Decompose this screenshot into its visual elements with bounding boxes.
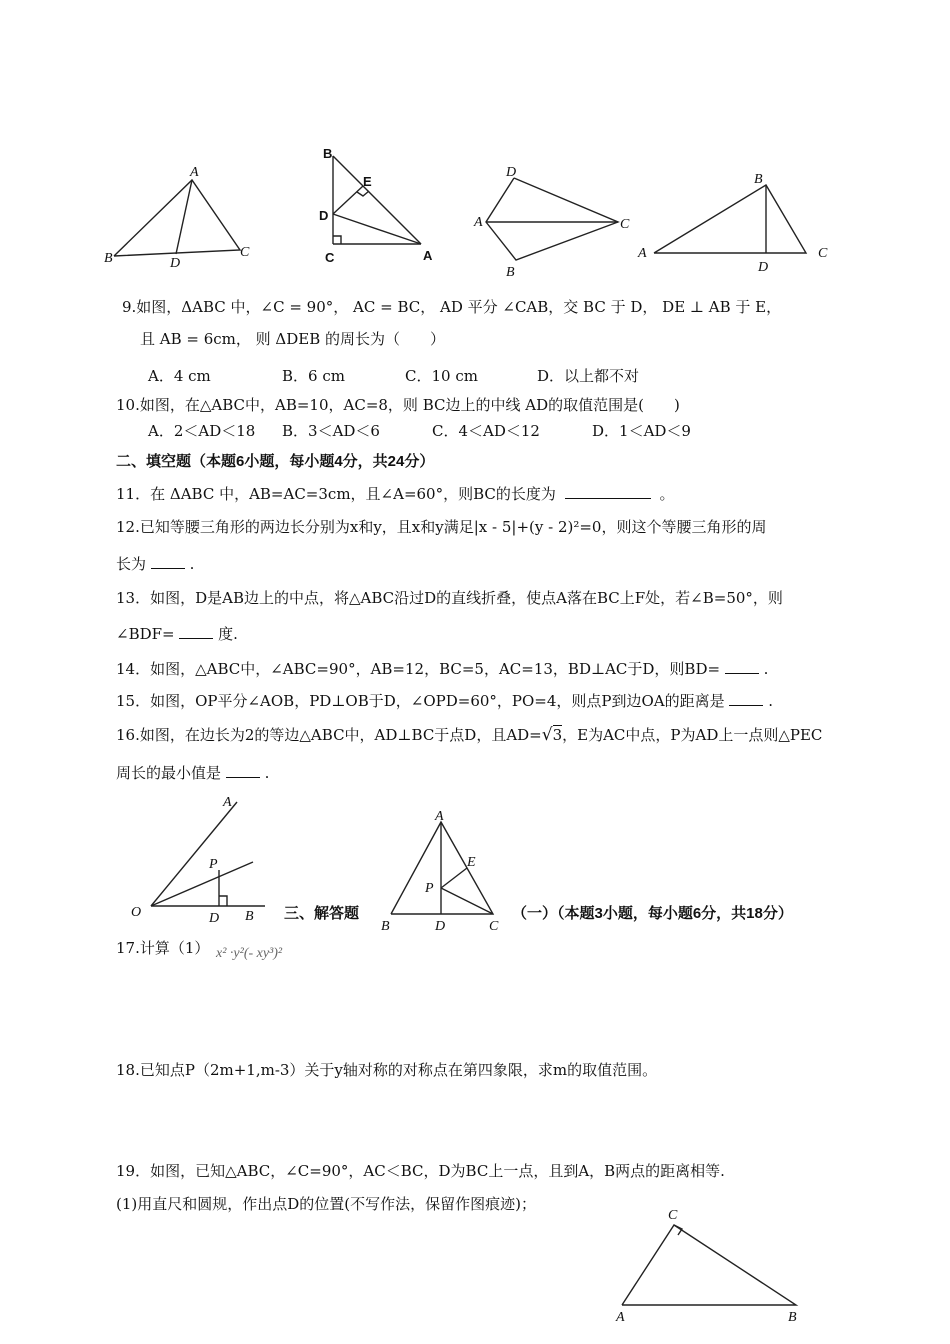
question-10-option-c: C．4＜AD＜12 xyxy=(432,422,540,440)
section-3-heading: 三、解答题 xyxy=(284,905,360,922)
label-d: D xyxy=(506,165,517,180)
answer-blank[interactable] xyxy=(151,554,185,569)
label-a: A xyxy=(474,215,483,230)
question-15-end: . xyxy=(768,692,773,710)
label-d: D xyxy=(209,911,220,926)
question-10-option-d: D．1＜AD＜9 xyxy=(592,422,691,440)
question-9-line-1: 9.如图，ΔABC 中，∠C = 90°， AC = BC， AD 平分 ∠CAB，交 BC 于 D， DE ⊥ AB 于 E， xyxy=(122,298,782,316)
answer-blank[interactable] xyxy=(179,624,213,639)
question-17-label: 17.计算（1） xyxy=(116,939,210,957)
question-12-text: 长为 xyxy=(116,555,147,573)
question-11-end: 。 xyxy=(659,485,675,503)
label-d: D xyxy=(435,919,446,933)
label-a: A xyxy=(435,809,444,824)
question-15 xyxy=(116,690,773,711)
question-9-line-2: 且 AB = 6cm， 则 ΔDEB 的周长为（ ） xyxy=(140,330,446,348)
label-p: P xyxy=(425,881,434,896)
question-9-option-d: D．以上都不对 xyxy=(537,367,640,385)
question-9-option-c: C．10 cm xyxy=(405,367,478,385)
question-19-line-2: (1)用直尺和圆规，作出点D的位置(不写作法，保留作图痕迹)； xyxy=(116,1195,536,1213)
answer-blank[interactable] xyxy=(226,763,260,778)
answer-blank[interactable] xyxy=(565,484,651,499)
question-9-option-a: A．4 cm xyxy=(148,367,211,385)
answer-blank[interactable] xyxy=(725,659,759,674)
question-10-option-b: B．3＜AD＜6 xyxy=(282,422,380,440)
figure-triangle-altitude-bd xyxy=(632,165,837,275)
figure-angle-bisector xyxy=(125,790,275,930)
label-b: B xyxy=(381,919,390,933)
question-12-end: . xyxy=(189,555,195,573)
label-e: E xyxy=(363,174,372,189)
question-16-text-cont: ，E为AC中点，P为AD上一点则△PEC xyxy=(562,726,823,744)
answer-blank[interactable] xyxy=(729,691,763,706)
label-a: A xyxy=(423,248,433,263)
question-16-end: . xyxy=(264,764,270,782)
figure-right-triangle-deb xyxy=(315,144,445,269)
label-a: A xyxy=(616,1310,625,1325)
label-c: C xyxy=(489,919,499,933)
label-a: A xyxy=(190,165,199,180)
question-16-text: 周长的最小值是 xyxy=(116,764,222,782)
section-3-subheading: （一）（本题3小题，每小题6分，共18分） xyxy=(512,905,793,922)
question-13-end: 度. xyxy=(218,625,238,643)
question-10-text: 10.如图，在△ABC中，AB=10，AC=8，则 BC边上的中线 AD的取值范围是( ) xyxy=(116,396,680,414)
question-11 xyxy=(116,483,674,504)
label-p: P xyxy=(209,857,218,872)
label-b: B xyxy=(754,172,763,187)
label-d: D xyxy=(170,256,181,270)
label-b: B xyxy=(323,146,333,161)
label-b: B xyxy=(788,1310,797,1325)
label-c: C xyxy=(240,245,250,260)
label-c: C xyxy=(325,250,335,265)
figure-kite-abcd xyxy=(470,160,640,280)
question-14-end: . xyxy=(763,660,769,678)
question-16-text: 16.如图，在边长为2的等边△ABC中，AD⊥BC于点D，且AD= xyxy=(116,726,542,744)
question-13-line-2 xyxy=(116,623,238,644)
question-13-line-1: 13．如图，D是AB边上的中点，将△ABC沿过D的直线折叠，使点A落在BC上F处，若∠B=50°，则 xyxy=(116,589,783,607)
figure-equilateral-pec xyxy=(375,808,510,933)
question-16-line-1 xyxy=(116,724,822,745)
question-9-option-b: B．6 cm xyxy=(282,367,345,385)
question-13-text: ∠BDF= xyxy=(116,625,175,643)
label-b: B xyxy=(506,265,515,280)
question-10-option-a: A．2＜AD＜18 xyxy=(148,422,256,440)
figure-triangle-abd xyxy=(100,160,260,270)
question-11-text: 11．在 ΔABC 中，AB=AC=3cm，且∠A=60°，则BC的长度为 xyxy=(116,485,556,503)
label-b: B xyxy=(104,251,113,266)
label-a: A xyxy=(638,246,647,261)
question-14-text: 14．如图，△ABC中，∠ABC=90°，AB=12，BC=5，AC=13，BD⊥AC于D，则BD= xyxy=(116,660,721,678)
label-b: B xyxy=(245,909,254,924)
label-c: C xyxy=(620,217,630,232)
label-c: C xyxy=(668,1208,678,1223)
label-a: A xyxy=(223,795,232,810)
label-d: D xyxy=(319,208,329,223)
question-17-expression: x² ·y²(- xy³)² xyxy=(216,946,283,961)
question-12-line-2 xyxy=(116,553,194,574)
question-18: 18.已知点P（2m+1,m-3）关于y轴对称的对称点在第四象限，求m的取值范围。 xyxy=(116,1061,658,1079)
sqrt-symbol: √ xyxy=(541,725,553,745)
question-15-text: 15．如图，OP平分∠AOB，PD⊥OB于D，∠OPD=60°，PO=4，则点P到边OA的距离是 xyxy=(116,692,725,710)
question-16-line-2 xyxy=(116,762,269,783)
label-o: O xyxy=(131,905,142,920)
label-e: E xyxy=(467,855,476,870)
question-12-line-1: 12.已知等腰三角形的两边长分别为x和y，且x和y满足|x - 5|+(y - 2)²=0，则这个等腰三角形的周 xyxy=(116,518,767,536)
question-14 xyxy=(116,658,768,679)
label-d: D xyxy=(758,260,769,275)
sqrt-radicand: 3 xyxy=(552,726,563,744)
question-19-line-1: 19．如图，已知△ABC，∠C=90°，AC＜BC，D为BC上一点，且到A，B两点的距离相等. xyxy=(116,1162,725,1180)
section-2-heading: 二、填空题（本题6小题，每小题4分，共24分） xyxy=(116,453,435,470)
label-c: C xyxy=(818,246,828,261)
figure-right-triangle-abc xyxy=(612,1205,812,1330)
